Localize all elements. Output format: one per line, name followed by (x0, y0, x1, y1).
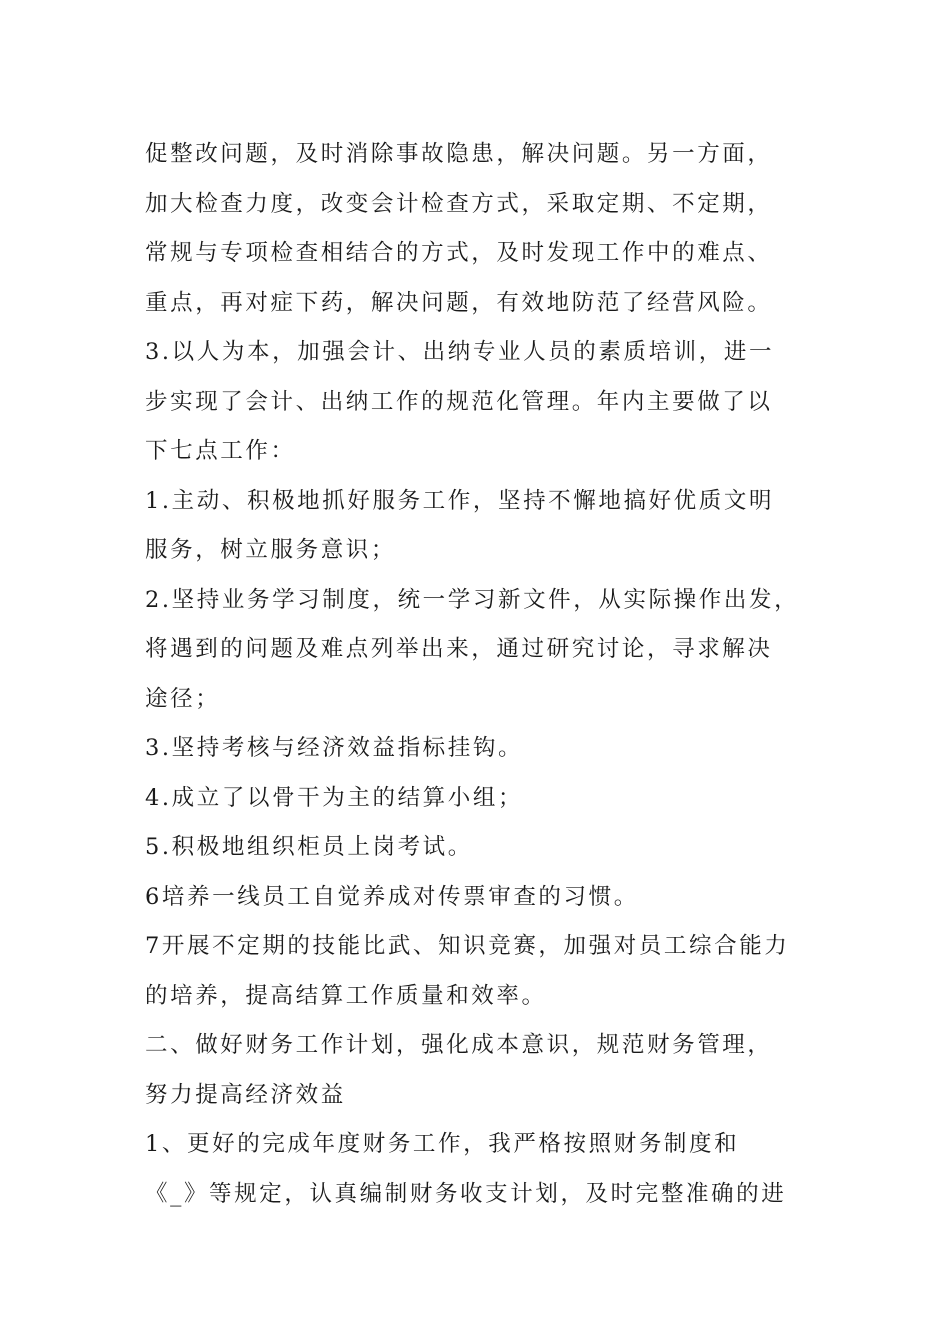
text-line: 加大检查力度，改变会计检查方式，采取定期、不定期， (145, 190, 773, 217)
document-body (145, 130, 815, 1219)
text-line: 重点，再对症下药，解决问题，有效地防范了经营风险。 (145, 289, 773, 316)
text-line: 服务，树立服务意识； (145, 537, 397, 563)
text-line: 3.坚持考核与经济效益指标挂钩。 (145, 735, 524, 761)
text-line: 2.坚持业务学习制度，统一学习新文件，从实际操作出发， (145, 586, 800, 613)
text-line: 3.以人为本，加强会计、出纳专业人员的素质培训，进一 (145, 339, 775, 365)
text-line: 7开展不定期的技能比武、知识竞赛，加强对员工综合能力 (145, 933, 790, 959)
text-line: 下七点工作： (145, 438, 296, 464)
text-line: 1.主动、积极地抓好服务工作，坚持不懈地搞好优质文明 (145, 487, 775, 514)
text-line: 6培养一线员工自觉养成对传票审查的习惯。 (145, 883, 639, 910)
text-line: 《_》等规定，认真编制财务收支计划，及时完整准确的进 (145, 1180, 787, 1207)
text-line: 1、更好的完成年度财务工作，我严格按照财务制度和 (145, 1131, 740, 1157)
text-line: 努力提高经济效益 (145, 1081, 346, 1108)
text-line: 5.积极地组织柜员上岗考试。 (145, 834, 473, 860)
text-line: 途径； (145, 685, 221, 712)
text-line: 二、做好财务工作计划，强化成本意识，规范财务管理， (145, 1032, 773, 1058)
text-line: 将遇到的问题及难点列举出来，通过研究讨论，寻求解决 (145, 636, 773, 662)
text-line: 4.成立了以骨干为主的结算小组； (145, 784, 524, 811)
text-line: 促整改问题，及时消除事故隐患，解决问题。另一方面， (145, 141, 773, 167)
text-line: 的培养，提高结算工作质量和效率。 (145, 982, 547, 1009)
text-line: 步实现了会计、出纳工作的规范化管理。年内主要做了以 (145, 388, 773, 415)
text-line: 常规与专项检查相结合的方式，及时发现工作中的难点、 (145, 240, 773, 266)
